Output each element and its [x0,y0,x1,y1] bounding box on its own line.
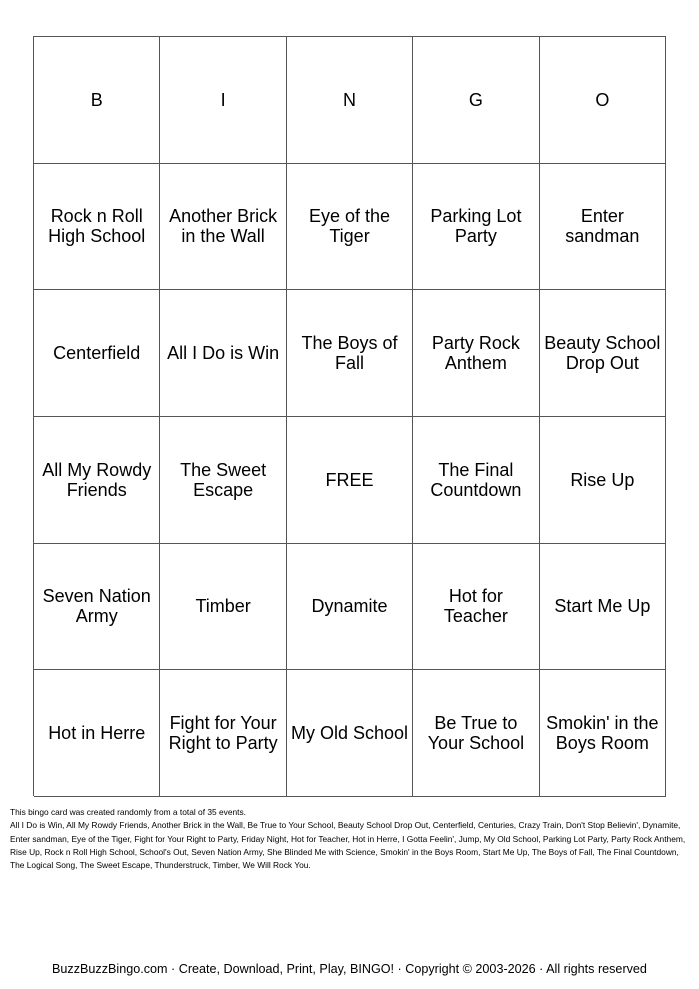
header-cell [287,37,413,164]
bingo-square [413,290,539,417]
note-intro: This bingo card was created randomly from a total of 35 events. [10,807,247,817]
grid-row [34,544,666,671]
bingo-square [540,290,666,417]
bingo-square [287,164,413,291]
free-square [287,417,413,544]
bingo-square [160,670,286,797]
bingo-square [540,417,666,544]
square-text: Timber [195,596,251,617]
header-letter: I [220,89,226,110]
header-cell [160,37,286,164]
square-text: Another Brick in the Wall [169,206,278,247]
bingo-card [33,36,666,796]
square-text: The Boys of Fall [301,333,398,374]
square-text: Party Rock Anthem [431,333,520,374]
square-text: All I Do is Win [167,343,280,364]
square-text: Start Me Up [554,596,651,617]
square-text: Eye of the Tiger [308,206,391,247]
footer-copyright: BuzzBuzzBingo.com · Create, Download, Print, Play, BINGO! · Copyright © 2003-2026 · All rights reserved [52,962,647,976]
bingo-square [540,544,666,671]
square-text: Rise Up [570,469,635,490]
grid-row [34,670,666,797]
bingo-square [287,670,413,797]
square-text: Be True to Your School [427,713,525,754]
header-row [34,37,666,164]
bingo-square [34,544,160,671]
square-text: The Sweet Escape [180,459,267,500]
square-text: All My Rowdy Friends [42,459,152,500]
header-letter: O [595,89,610,110]
bingo-square [160,544,286,671]
square-text: FREE [325,469,374,490]
square-text: Fight for Your Right to Party [168,713,278,754]
bingo-square [413,544,539,671]
header-cell [413,37,539,164]
square-text: The Final Countdown [430,459,522,500]
bingo-square [34,164,160,291]
square-text: Smokin' in the Boys Room [546,713,659,754]
bingo-square [413,670,539,797]
bingo-square [160,417,286,544]
bingo-square [34,417,160,544]
grid-row [34,164,666,291]
header-cell [34,37,160,164]
bingo-square [287,544,413,671]
grid-row [34,417,666,544]
bingo-square [160,164,286,291]
header-cell [540,37,666,164]
bingo-square [540,670,666,797]
square-text: Dynamite [311,596,388,617]
square-text: Seven Nation Army [42,586,151,627]
bingo-square [34,290,160,417]
square-text: Rock n Roll High School [48,206,146,247]
square-text: Beauty School Drop Out [544,333,661,374]
square-text: Enter sandman [565,206,640,247]
bingo-square [287,290,413,417]
bingo-square [160,290,286,417]
square-text: Hot for Teacher [443,586,508,627]
square-text: Parking Lot Party [430,206,522,247]
header-letter: B [90,89,103,110]
square-text: My Old School [290,723,409,744]
note-events-list: All I Do is Win, All My Rowdy Friends, Another Brick in the Wall, Be True to Your School, Beauty School Drop Out, Centerfield, Centuries, Crazy Train, Don't Stop Believin', Dynamite, Enter sandman, Eye of the Tiger, Fight for Your Right to Party, Friday Night, Hot for Teacher, Hot in Herre, I Gotta Feelin', Jump, My Old School, Parking Lot Party, Party Rock Anthem, Rise Up, Rock n Roll High School, School's Out, Seven Nation Army, She Blinded Me with Science, Smokin' in the Boys Room, Start Me Up, The Boys of Fall, The Final Countdown, The Logical Song, The Sweet Escape, Thunderstruck, Timber, We Will Rock You. [10,820,686,871]
square-text: Hot in Herre [48,723,146,744]
header-letter: N [343,89,357,110]
bingo-square [413,417,539,544]
bingo-square [540,164,666,291]
card-note [10,806,690,872]
grid-row [34,290,666,417]
square-text: Centerfield [53,343,141,364]
bingo-square [413,164,539,291]
bingo-square [34,670,160,797]
header-letter: G [468,89,483,110]
